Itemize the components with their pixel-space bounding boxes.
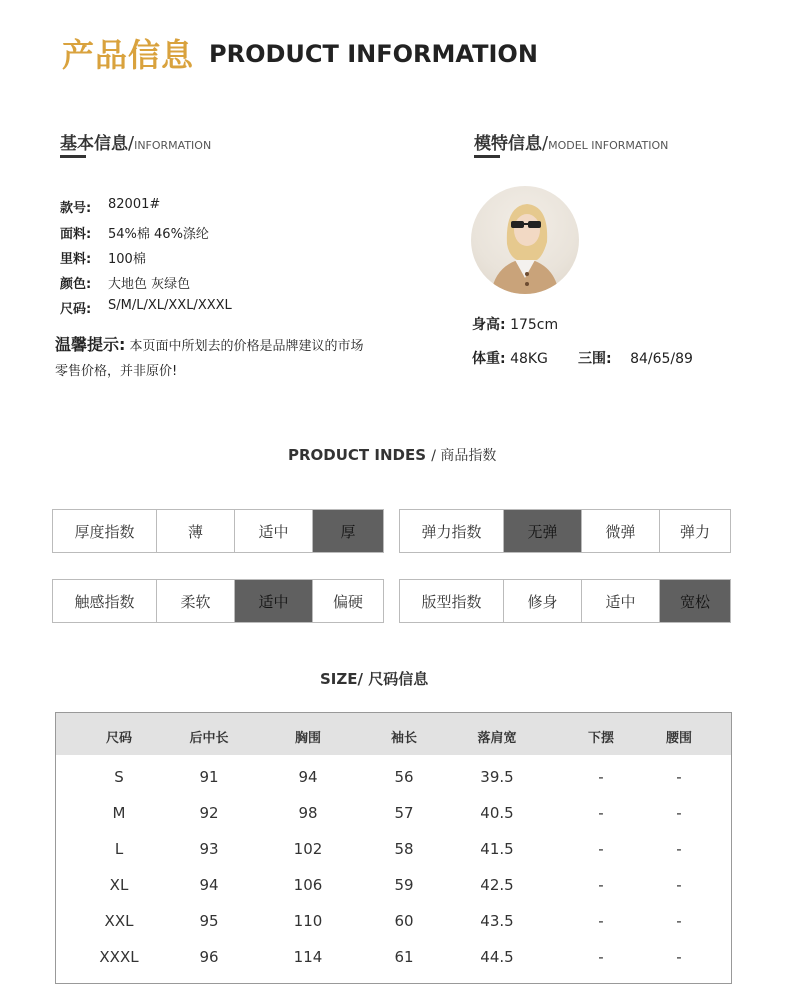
size-cell: 94: [199, 876, 219, 894]
size-cell: -: [598, 804, 604, 822]
size-column-header: 腰围: [665, 731, 693, 746]
size-cell: 61: [394, 948, 414, 966]
size-column-header: 后中长: [189, 731, 229, 746]
index-option: 修身: [504, 580, 582, 622]
model-info-heading: 模特信息/MODEL INFORMATION: [474, 133, 669, 154]
size-row-label: XXXL: [99, 948, 139, 966]
index-option: 适中: [582, 580, 660, 622]
index-row: [399, 509, 731, 553]
size-cell: 43.5: [480, 912, 514, 930]
basic-info-row: [60, 298, 232, 317]
size-cell: -: [676, 804, 682, 822]
basic-info-value: 54%棉 46%涤纶: [108, 227, 209, 242]
index-option: 柔软: [157, 580, 235, 622]
size-cell: 93: [199, 840, 219, 858]
size-column-header: 尺码: [105, 731, 133, 746]
index-row: [52, 579, 384, 623]
size-cell: 42.5: [480, 876, 514, 894]
index-label: 触感指数: [53, 580, 157, 622]
model-info-underline: [474, 155, 500, 158]
index-label: 版型指数: [400, 580, 504, 622]
basic-info-label: 里料:: [60, 252, 92, 267]
index-option-selected: 适中: [235, 580, 313, 622]
index-label: 厚度指数: [53, 510, 157, 552]
model-avatar: [471, 186, 579, 294]
size-cell: 114: [293, 948, 323, 966]
index-option-selected: 厚: [313, 510, 383, 552]
index-option: 适中: [235, 510, 313, 552]
basic-info-value: S/M/L/XL/XXL/XXXL: [108, 298, 232, 313]
basic-info-row: [60, 248, 146, 267]
index-option-selected: 无弹: [504, 510, 582, 552]
index-option: 偏硬: [332, 592, 363, 611]
size-row-label: S: [114, 768, 124, 786]
model-height: [472, 314, 558, 334]
model-height-label: 身高:: [472, 317, 506, 333]
size-cell: -: [598, 948, 604, 966]
size-cell: -: [676, 768, 682, 786]
size-cell: -: [676, 912, 682, 930]
model-weight-label: 体重:: [472, 351, 506, 367]
index-option-selected: 宽松: [660, 580, 730, 622]
size-cell: -: [676, 876, 682, 894]
model-measure-value: 84/65/89: [630, 351, 693, 367]
basic-info-label: 尺码:: [60, 302, 92, 317]
basic-info-row: [60, 223, 209, 242]
size-cell: 58: [394, 840, 414, 858]
basic-info-heading: 基本信息/INFORMATION: [60, 133, 212, 154]
index-row: [399, 579, 731, 623]
size-table: [55, 712, 732, 984]
size-cell: 59: [394, 876, 414, 894]
model-measure-label: 三围:: [578, 351, 612, 367]
basic-info-label: 面料:: [60, 227, 92, 242]
page-title-cn: 产品信息: [62, 36, 195, 74]
size-row-label: XXL: [104, 912, 134, 930]
model-info-heading-cn: 模特信息: [474, 134, 542, 154]
basic-info-heading-cn: 基本信息: [60, 134, 128, 154]
index-option: 弹力: [679, 522, 710, 541]
size-column-header: 胸围: [294, 731, 322, 746]
size-cell: 98: [298, 804, 318, 822]
price-tip: [55, 332, 375, 384]
page-title-en: PRODUCT INFORMATION: [209, 40, 538, 68]
basic-info-label: 款号:: [60, 201, 92, 216]
model-info-heading-en: MODEL INFORMATION: [548, 139, 669, 152]
size-cell: 41.5: [480, 840, 514, 858]
size-row-label: XL: [109, 876, 129, 894]
model-weight: [472, 348, 548, 368]
size-table-header: [56, 713, 731, 755]
basic-info-value: 82001#: [108, 197, 161, 212]
basic-info-row: [60, 197, 160, 216]
size-column-header: 袖长: [390, 731, 418, 746]
index-option: 薄: [157, 510, 235, 552]
price-tip-label: 温馨提示:: [55, 335, 126, 354]
basic-info-label: 颜色:: [60, 277, 92, 292]
size-cell: -: [598, 876, 604, 894]
size-cell: 60: [394, 912, 414, 930]
size-cell: 106: [293, 876, 323, 894]
product-index-title-cn: / 商品指数: [431, 448, 497, 464]
size-cell: 56: [394, 768, 414, 786]
size-cell: 102: [293, 840, 323, 858]
size-cell: 57: [394, 804, 414, 822]
size-cell: 94: [298, 768, 318, 786]
model-weight-value: 48KG: [510, 351, 548, 367]
index-label: 弹力指数: [400, 510, 504, 552]
index-row: [52, 509, 384, 553]
size-cell: 96: [199, 948, 219, 966]
model-measurements: [578, 348, 693, 368]
basic-info-row: [60, 273, 190, 292]
size-cell: -: [676, 840, 682, 858]
size-row-label: L: [114, 840, 124, 858]
size-cell: 44.5: [480, 948, 514, 966]
basic-info-value: 大地色 灰绿色: [108, 277, 191, 292]
size-cell: 91: [199, 768, 219, 786]
basic-info-heading-en: INFORMATION: [134, 139, 212, 152]
basic-info-underline: [60, 155, 86, 158]
size-column-header: 下摆: [587, 731, 615, 746]
basic-info-value: 100棉: [108, 252, 146, 267]
size-cell: -: [676, 948, 682, 966]
size-cell: 40.5: [480, 804, 514, 822]
index-option: 微弹: [582, 510, 660, 552]
model-height-value: 175cm: [510, 317, 559, 333]
size-column-header: 落肩宽: [477, 731, 517, 746]
product-index-title-en: PRODUCT INDES: [288, 446, 427, 464]
size-cell: 110: [293, 912, 323, 930]
price-tip-text: 本页面中所划去的价格是品牌建议的市场零售价格，并非原价!: [55, 339, 364, 379]
size-title: SIZE/ 尺码信息: [320, 670, 429, 688]
size-cell: -: [598, 768, 604, 786]
size-cell: 92: [199, 804, 219, 822]
product-index-title: [288, 445, 496, 465]
size-cell: 39.5: [480, 768, 514, 786]
size-cell: -: [598, 840, 604, 858]
size-cell: 95: [199, 912, 219, 930]
size-row-label: M: [112, 804, 126, 822]
model-photo-icon: [471, 186, 579, 294]
size-cell: -: [598, 912, 604, 930]
